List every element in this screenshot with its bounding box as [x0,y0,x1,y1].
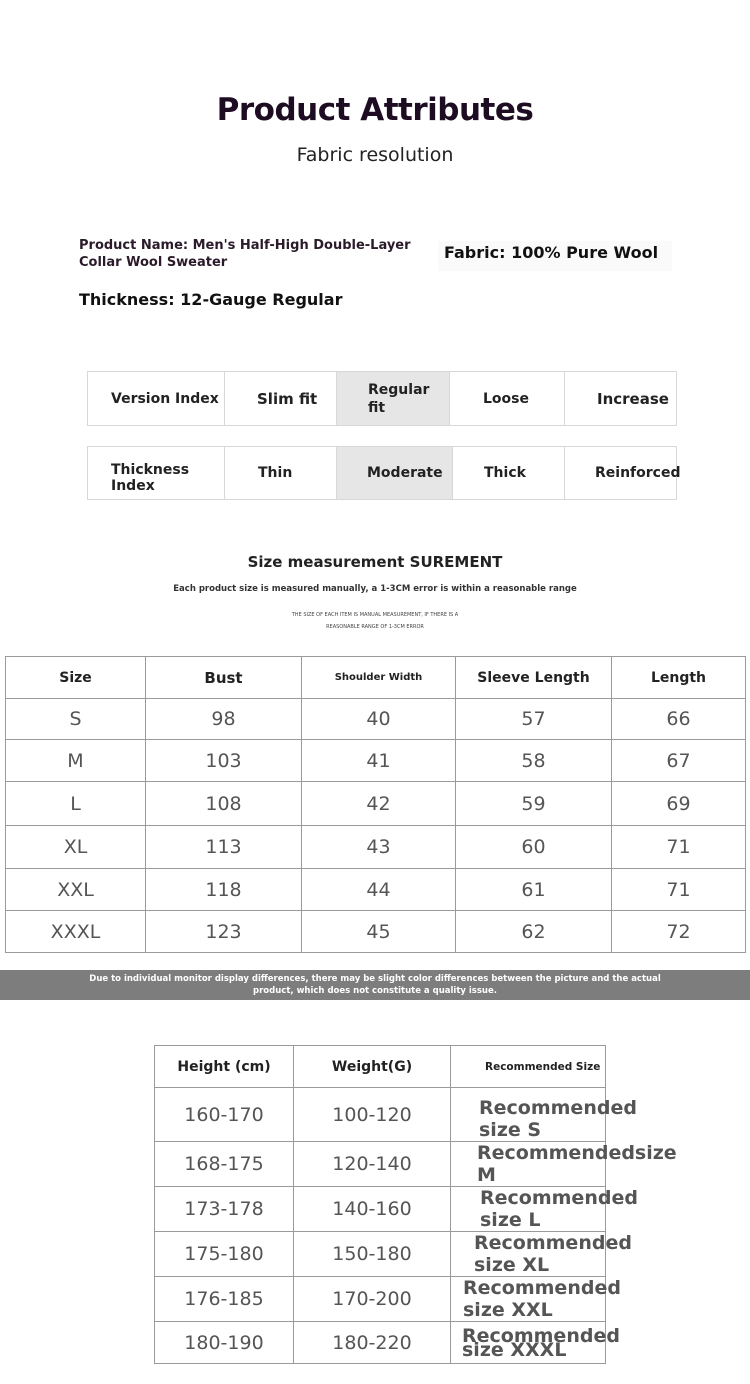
length-cell: 71 [612,869,746,911]
size-section-note: Each product size is measured manually, a 1-3CM error is within a reasonable range [173,584,577,594]
table-row [6,869,746,911]
bust-cell: 123 [146,911,302,953]
recommended-size-cell: Recommended size XXL [451,1277,606,1322]
table-row [155,1277,606,1322]
sleeve-cell: 58 [456,740,612,782]
size-cell: L [6,782,146,826]
sleeve-cell: 59 [456,782,612,826]
recommended-size-cell: Recommended size XL [451,1232,606,1277]
sleeve-cell: 57 [456,699,612,740]
recommended-size-cell: Recommended size XXXL [451,1322,606,1364]
product-name-attribute: Product Name: Men's Half-High Double-Layer Collar Wool Sweater [79,238,411,270]
shoulder-cell: 40 [302,699,456,740]
bust-cell: 103 [146,740,302,782]
size-cell: XXXL [6,911,146,953]
table-row [155,1088,606,1142]
sleeve-cell: 62 [456,911,612,953]
size-cell: S [6,699,146,740]
bust-cell: 118 [146,869,302,911]
version-option-slim-fit: Slim fit [225,372,337,425]
thickness-option-thick: Thick [453,447,565,499]
height-cell: 168-175 [155,1142,294,1187]
length-cell: 69 [612,782,746,826]
table-row [6,826,746,869]
disclaimer-line-2: product, which does not constitute a quality issue. [253,986,497,996]
column-weight: Weight(G) [294,1046,451,1088]
table-row [155,1322,606,1364]
length-cell: 66 [612,699,746,740]
length-cell: 71 [612,826,746,869]
fabric-attribute: Fabric: 100% Pure Wool [438,241,672,271]
weight-cell: 170-200 [294,1277,451,1322]
size-table-header [6,657,746,699]
version-option-loose: Loose [450,372,565,425]
size-table [5,656,746,953]
table-row [155,1142,606,1187]
column-shoulder-width: Shoulder Width [302,657,456,699]
recommended-size-cell: Recommendedsize M [451,1142,606,1187]
recommended-size-cell: Recommended size S [451,1088,606,1142]
thickness-index-label: Thickness Index [88,447,225,499]
weight-cell: 180-220 [294,1322,451,1364]
size-small-note-line-1: THE SIZE OF EACH ITEM IS MANUAL MEASUREMENT, IF THERE IS A [291,612,459,618]
shoulder-cell: 45 [302,911,456,953]
size-cell: M [6,740,146,782]
version-option-regular-fit: Regular fit [337,372,450,425]
table-row [6,782,746,826]
thickness-option-reinforced: Reinforced [595,465,681,481]
table-row [6,699,746,740]
column-height: Height (cm) [155,1046,294,1088]
table-row [155,1232,606,1277]
column-bust: Bust [146,657,302,699]
height-cell: 160-170 [155,1088,294,1142]
page-title: Product Attributes [216,92,534,128]
size-cell: XL [6,826,146,869]
recommendation-table-header [155,1046,606,1088]
column-sleeve-length: Sleeve Length [456,657,612,699]
bust-cell: 98 [146,699,302,740]
height-cell: 175-180 [155,1232,294,1277]
table-row [6,911,746,953]
thickness-attribute: Thickness: 12-Gauge Regular [79,290,343,309]
column-size: Size [6,657,146,699]
thickness-index-table [87,446,681,500]
version-option-increase: Increase [597,389,669,408]
size-section-heading: Size measurement SUREMENT [247,553,503,571]
height-cell: 180-190 [155,1322,294,1364]
bust-cell: 113 [146,826,302,869]
column-length: Length [612,657,746,699]
shoulder-cell: 44 [302,869,456,911]
weight-cell: 100-120 [294,1088,451,1142]
table-row [6,740,746,782]
shoulder-cell: 43 [302,826,456,869]
size-cell: XXL [6,869,146,911]
length-cell: 72 [612,911,746,953]
recommendation-table [154,1045,677,1364]
size-section-small-note [0,609,750,633]
color-disclaimer-banner [0,970,750,1000]
thickness-option-moderate: Moderate [337,447,453,499]
shoulder-cell: 41 [302,740,456,782]
thickness-option-thin: Thin [225,447,337,499]
sleeve-cell: 61 [456,869,612,911]
page-subtitle: Fabric resolution [296,144,454,166]
column-recommended-size: Recommended Size [451,1046,606,1088]
weight-cell: 150-180 [294,1232,451,1277]
version-index-table [87,371,677,426]
sleeve-cell: 60 [456,826,612,869]
weight-cell: 120-140 [294,1142,451,1187]
table-row [155,1187,606,1232]
height-cell: 176-185 [155,1277,294,1322]
recommended-size-cell: Recommended size L [451,1187,606,1232]
size-small-note-line-2: REASONABLE RANGE OF 1-3CM ERROR [326,624,424,630]
shoulder-cell: 42 [302,782,456,826]
bust-cell: 108 [146,782,302,826]
version-index-label: Version Index [88,372,225,425]
height-cell: 173-178 [155,1187,294,1232]
disclaimer-line-1: Due to individual monitor display differences, there may be slight color differences between the picture and the actual [89,974,661,984]
length-cell: 67 [612,740,746,782]
weight-cell: 140-160 [294,1187,451,1232]
